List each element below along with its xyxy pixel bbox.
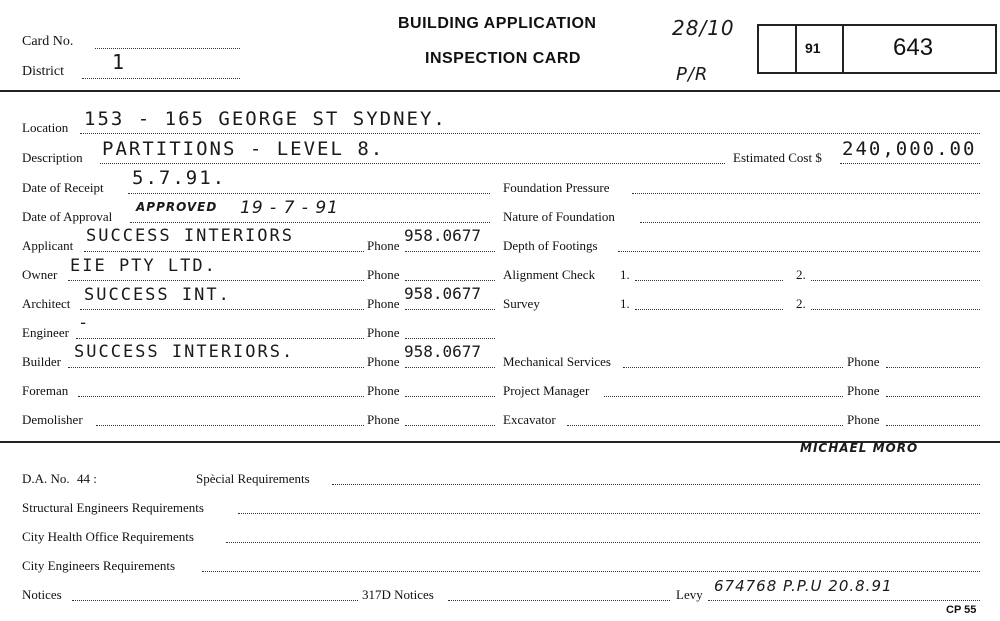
demolisher-line: [96, 425, 364, 426]
structural-engineers-label: Structural Engineers Requirements: [22, 500, 204, 515]
project-manager-line: [604, 396, 843, 397]
estimated-cost-label: Estimated Cost $: [733, 150, 822, 165]
alignment-check-1-line: [635, 280, 783, 281]
da-no-value: 44 :: [77, 471, 97, 486]
nature-of-foundation-line: [640, 222, 980, 223]
district-label: District: [22, 64, 64, 79]
location-value: 153 - 165 GEORGE ST SYDNEY.: [84, 108, 447, 130]
card-no-label: Card No.: [22, 34, 74, 49]
alignment-check-2-label: 2.: [796, 267, 806, 282]
engineer-line: [76, 338, 364, 339]
engineer-phone-label: Phone: [367, 325, 400, 340]
architect-phone-line: [405, 309, 495, 310]
levy-line: [708, 600, 980, 601]
form-title-line2: INSPECTION CARD: [425, 50, 581, 67]
location-label: Location: [22, 120, 69, 135]
survey-1-line: [635, 309, 783, 310]
handwritten-signature: MICHAEL MORO: [800, 441, 919, 455]
handwritten-initials-note: P/R: [676, 64, 709, 85]
foundation-pressure-line: [632, 193, 980, 194]
city-engineers-line: [202, 571, 980, 572]
date-of-approval-value: 19 - 7 - 91: [240, 198, 339, 218]
owner-line: [68, 280, 364, 281]
alignment-check-label: Alignment Check: [503, 267, 596, 282]
estimated-cost-line: [840, 163, 980, 164]
demolisher-phone-line: [405, 425, 495, 426]
card-number-box: [757, 24, 997, 74]
form-code: CP 55: [946, 604, 977, 616]
estimated-cost-value: 240,000.00: [842, 138, 977, 160]
foreman-phone-label: Phone: [367, 383, 400, 398]
architect-label: Architect: [22, 296, 71, 311]
owner-phone-label: Phone: [367, 267, 400, 282]
alignment-check-2-line: [811, 280, 980, 281]
description-label: Description: [22, 150, 83, 165]
applicant-value: SUCCESS INTERIORS: [86, 226, 294, 246]
foreman-line: [78, 396, 364, 397]
survey-1-label: 1.: [620, 296, 630, 311]
card-no-line: [95, 48, 240, 49]
builder-value: SUCCESS INTERIORS.: [74, 342, 295, 362]
levy-label: Levy: [676, 587, 703, 602]
box-number-large: 643: [893, 34, 934, 61]
applicant-label: Applicant: [22, 238, 74, 253]
architect-value: SUCCESS INT.: [84, 285, 231, 305]
city-engineers-label: City Engineers Requirements: [22, 558, 176, 573]
applicant-phone-line: [405, 251, 495, 252]
builder-phone-line: [405, 367, 495, 368]
location-line: [80, 133, 980, 134]
foreman-label: Foreman: [22, 383, 69, 398]
builder-line: [68, 367, 364, 368]
excavator-phone-line: [886, 425, 980, 426]
survey-label: Survey: [503, 296, 540, 311]
description-line: [100, 163, 725, 164]
mechanical-services-line: [623, 367, 843, 368]
city-health-line: [226, 542, 980, 543]
da-no-label: D.A. No.: [22, 471, 70, 486]
depth-of-footings-label: Depth of Footings: [503, 238, 598, 253]
date-of-approval-label: Date of Approval: [22, 209, 113, 224]
engineer-value: -: [78, 313, 91, 333]
owner-label: Owner: [22, 267, 58, 282]
levy-value: 674768 P.P.U 20.8.91: [714, 577, 893, 595]
excavator-phone-label: Phone: [847, 412, 880, 427]
date-of-receipt-value: 5.7.91.: [132, 167, 227, 189]
district-line: [82, 78, 240, 79]
excavator-label: Excavator: [503, 412, 556, 427]
mechanical-phone-line: [886, 367, 980, 368]
special-requirements-label: Spècial Requirements: [196, 471, 310, 486]
applicant-phone-label: Phone: [367, 238, 400, 253]
special-requirements-line: [332, 484, 980, 485]
date-of-approval-line: [130, 222, 490, 223]
date-of-receipt-label: Date of Receipt: [22, 180, 104, 195]
applicant-line: [84, 251, 364, 252]
foundation-pressure-label: Foundation Pressure: [503, 180, 610, 195]
notices-317d-label: 317D Notices: [362, 587, 434, 602]
approved-stamp: APPROVED: [136, 200, 218, 214]
box-number-small: 91: [805, 40, 821, 56]
handwritten-date-note: 28/10: [672, 16, 735, 40]
excavator-line: [567, 425, 843, 426]
builder-label: Builder: [22, 354, 61, 369]
project-manager-phone-line: [886, 396, 980, 397]
form-title-line1: BUILDING APPLICATION: [398, 15, 597, 32]
architect-line: [80, 309, 364, 310]
owner-value: EIE PTY LTD.: [70, 256, 217, 276]
foreman-phone-line: [405, 396, 495, 397]
project-manager-label: Project Manager: [503, 383, 590, 398]
survey-2-label: 2.: [796, 296, 806, 311]
date-of-receipt-line: [128, 193, 490, 194]
notices-label: Notices: [22, 587, 62, 602]
architect-phone-label: Phone: [367, 296, 400, 311]
depth-of-footings-line: [618, 251, 980, 252]
survey-2-line: [811, 309, 980, 310]
notices-line: [72, 600, 358, 601]
builder-phone-label: Phone: [367, 354, 400, 369]
nature-of-foundation-label: Nature of Foundation: [503, 209, 615, 224]
header-rule: [0, 90, 1000, 92]
builder-phone-value: 958.0677: [404, 342, 482, 361]
architect-phone-value: 958.0677: [404, 284, 482, 303]
project-manager-phone-label: Phone: [847, 383, 880, 398]
city-health-label: City Health Office Requirements: [22, 529, 194, 544]
mechanical-services-label: Mechanical Services: [503, 354, 611, 369]
box-divider: [795, 26, 797, 72]
structural-engineers-line: [238, 513, 980, 514]
district-value: 1: [112, 50, 127, 74]
owner-phone-line: [405, 280, 495, 281]
alignment-check-1-label: 1.: [620, 267, 630, 282]
engineer-label: Engineer: [22, 325, 69, 340]
engineer-phone-line: [405, 338, 495, 339]
mechanical-phone-label: Phone: [847, 354, 880, 369]
demolisher-phone-label: Phone: [367, 412, 400, 427]
demolisher-label: Demolisher: [22, 412, 83, 427]
box-divider: [842, 26, 844, 72]
notices-317d-line: [448, 600, 670, 601]
description-value: PARTITIONS - LEVEL 8.: [102, 138, 385, 160]
applicant-phone-value: 958.0677: [404, 226, 482, 245]
